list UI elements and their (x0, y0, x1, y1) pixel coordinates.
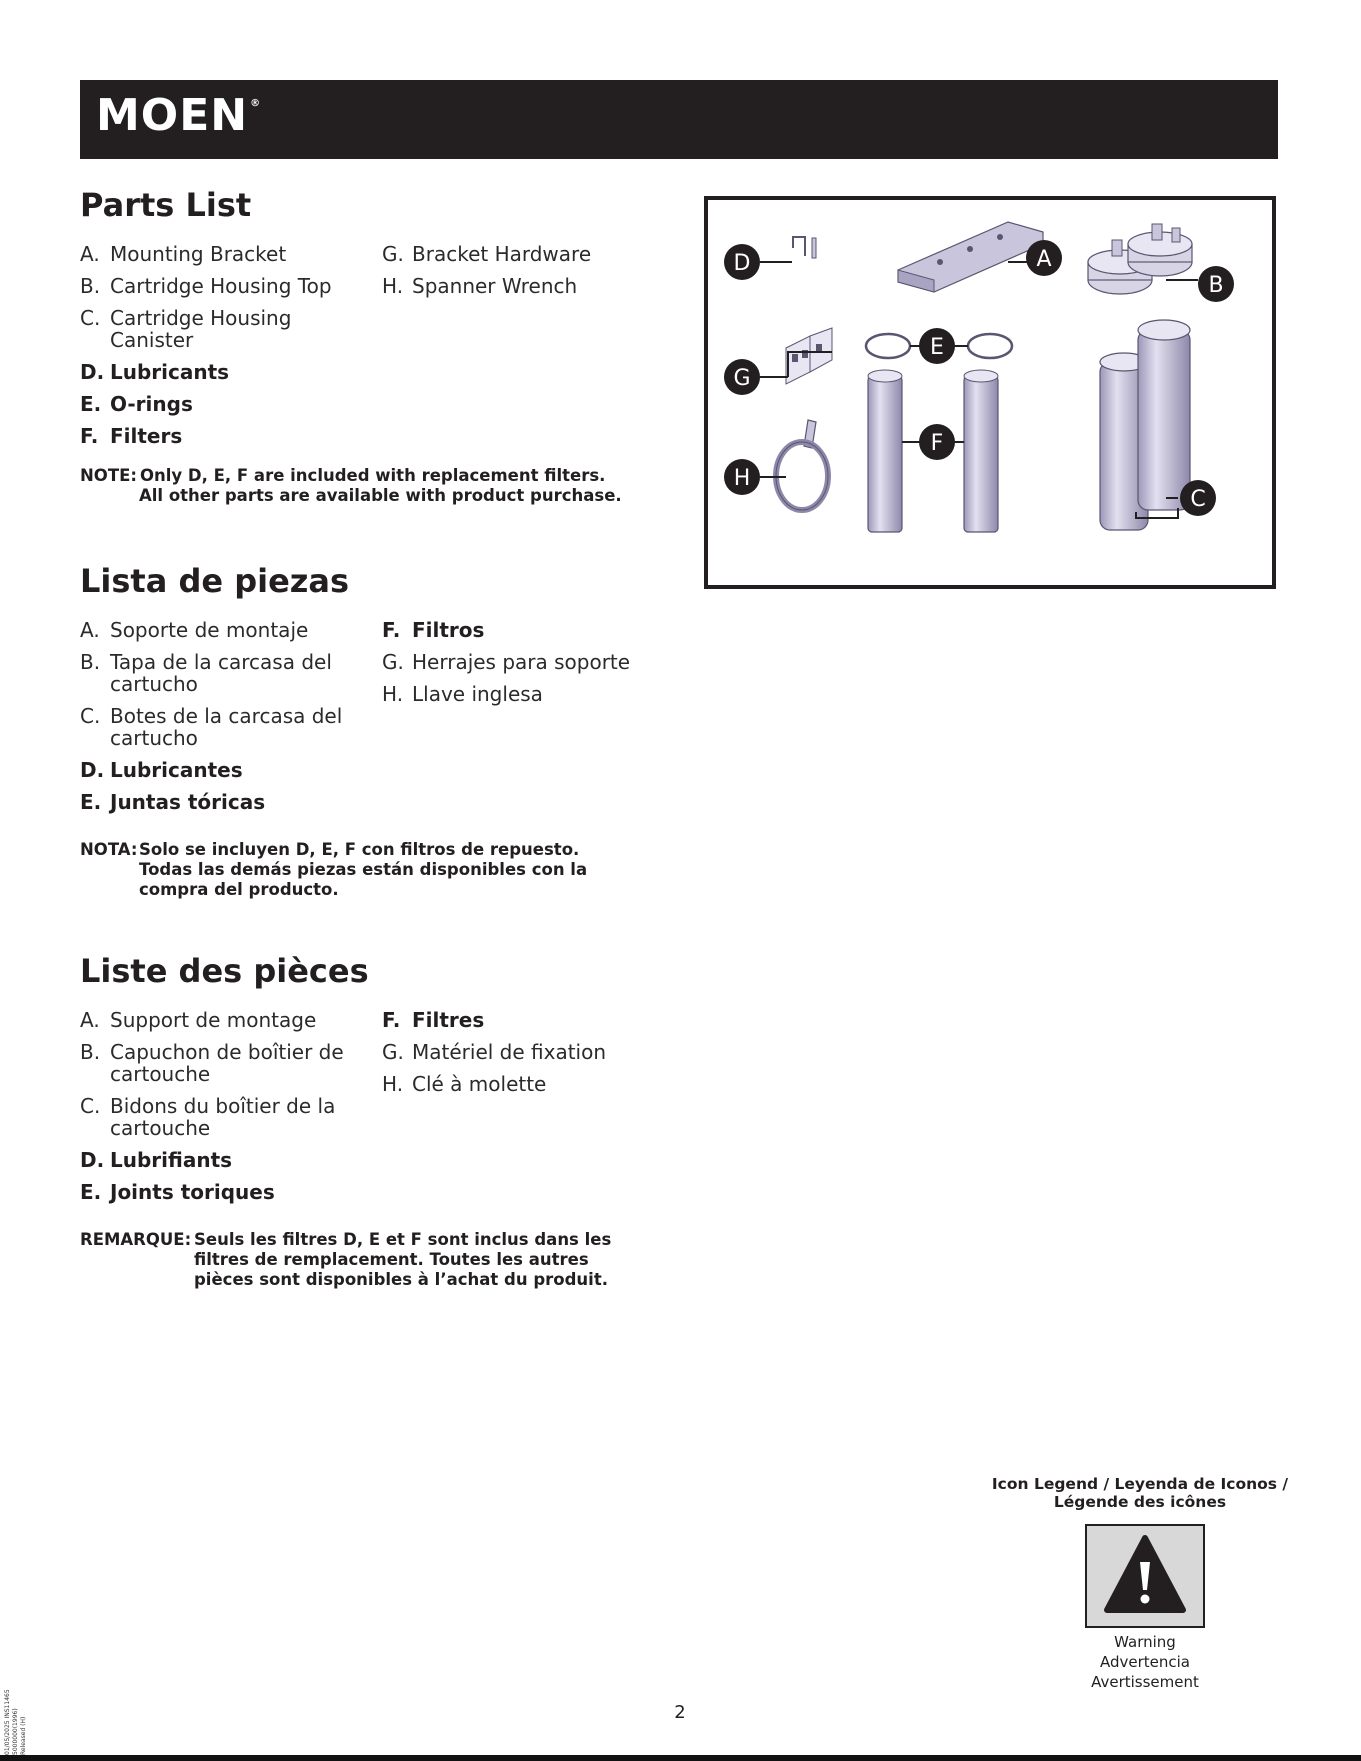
list-item: D. Lubrifiants (80, 1148, 233, 1173)
document-code (4, 1645, 28, 1755)
parts-diagram (704, 196, 1276, 589)
svg-text:D: D (733, 251, 751, 276)
note-line: Solo se incluyen D, E, F con filtros de repuesto. (139, 840, 580, 859)
parts-column-left (80, 243, 370, 457)
note-line: All other parts are available with product purchase. (139, 486, 622, 505)
page-number: 2 (674, 1702, 686, 1723)
spanner-wrench (776, 420, 828, 510)
section-title: Parts List (80, 186, 252, 224)
list-item: H. Clé à molette (382, 1072, 547, 1097)
list-item: A. Support de montage (80, 1008, 317, 1033)
list-item: G. Herrajes para soporte (382, 650, 631, 675)
svg-text:E: E (930, 335, 944, 360)
note-label: REMARQUE: (80, 1230, 192, 1249)
list-item: C. Cartridge Housing Canister (80, 306, 292, 353)
document-code-line: Released (H) (20, 1716, 27, 1755)
legend-title-line: Icon Legend / Leyenda de Iconos / (991, 1475, 1289, 1493)
list-item: E. Juntas tóricas (80, 790, 266, 815)
document-code-line: 01/05/2025 INS11465 5000000(1996) (4, 1689, 19, 1755)
note-fr (80, 1230, 680, 1294)
list-item: A. Mounting Bracket (80, 242, 287, 267)
cartridge-housing-tops (1088, 224, 1192, 294)
lubricant-packet (792, 236, 816, 258)
parts-column-right (382, 1009, 682, 1105)
note-label: NOTA: (80, 840, 138, 859)
list-item: H. Llave inglesa (382, 682, 543, 707)
parts-column-right (382, 243, 682, 307)
warning-label: Warning (1114, 1633, 1176, 1651)
callout-e (919, 328, 955, 364)
callout-d (724, 244, 760, 280)
list-item: G. Bracket Hardware (382, 242, 592, 267)
section-title: Lista de piezas (80, 562, 350, 600)
note-es (80, 840, 680, 904)
svg-text:G: G (733, 366, 751, 391)
list-item: B. Tapa de la carcasa del cartucho (80, 650, 332, 697)
list-item: E. Joints toriques (80, 1180, 275, 1205)
note-line: Only D, E, F are included with replacement filters. (140, 466, 606, 485)
footer-rule (0, 1755, 1361, 1761)
section-parts-list-es (80, 562, 680, 815)
icon-legend-title (990, 1475, 1290, 1511)
mounting-bracket (898, 222, 1043, 292)
parts-column-left (80, 619, 370, 823)
svg-text:A: A (1036, 247, 1052, 272)
svg-text:B: B (1208, 273, 1224, 298)
list-item: A. Soporte de montaje (80, 618, 309, 643)
brand-name: MOEN (96, 90, 249, 141)
svg-text:H: H (733, 466, 751, 491)
note-line: compra del producto. (139, 880, 339, 899)
list-item: F. Filtros (382, 618, 485, 643)
note-line: pièces sont disponibles à l’achat du produit. (194, 1270, 608, 1289)
list-item: F. Filtres (382, 1008, 485, 1033)
note-line: filtres de remplacement. Toutes les autres (194, 1250, 589, 1269)
bracket-hardware (786, 328, 832, 384)
warning-label: Avertissement (1091, 1673, 1199, 1691)
svg-text:F: F (930, 431, 944, 456)
section-parts-list-fr (80, 952, 680, 1205)
callout-c (1180, 480, 1216, 516)
list-item: D. Lubricants (80, 360, 230, 385)
note-en (80, 466, 680, 510)
list-item: D. Lubricantes (80, 758, 243, 783)
section-parts-list-en (80, 186, 680, 449)
callout-b (1198, 266, 1234, 302)
warning-labels (1085, 1632, 1205, 1692)
callout-a (1026, 240, 1062, 276)
callout-f (919, 424, 955, 460)
svg-text:C: C (1190, 487, 1206, 512)
callout-h (724, 459, 760, 495)
list-item: B. Capuchon de boîtier de cartouche (80, 1040, 344, 1087)
parts-column-left (80, 1009, 370, 1213)
brand-logo (96, 90, 261, 143)
legend-title-line: Légende des icônes (1053, 1493, 1227, 1511)
parts-illustration (708, 200, 1272, 585)
callout-g (724, 359, 760, 395)
brand-registered-mark: ® (250, 98, 262, 109)
list-item: F. Filters (80, 424, 183, 449)
list-item: C. Botes de la carcasa del cartucho (80, 704, 343, 751)
warning-icon (1087, 1526, 1203, 1626)
list-item: C. Bidons du boîtier de la cartouche (80, 1094, 336, 1141)
warning-icon-box (1085, 1524, 1205, 1628)
note-line: Todas las demás piezas están disponibles con la (139, 860, 588, 879)
warning-label: Advertencia (1099, 1653, 1190, 1671)
note-label: NOTE: (80, 466, 137, 485)
list-item: H. Spanner Wrench (382, 274, 578, 299)
header-bar (80, 80, 1278, 159)
list-item: B. Cartridge Housing Top (80, 274, 332, 299)
list-item: E. O-rings (80, 392, 193, 417)
section-title: Liste des pièces (80, 952, 369, 990)
parts-column-right (382, 619, 682, 715)
note-line: Seuls les filtres D, E et F sont inclus dans les (194, 1230, 612, 1249)
list-item: G. Matériel de fixation (382, 1040, 607, 1065)
